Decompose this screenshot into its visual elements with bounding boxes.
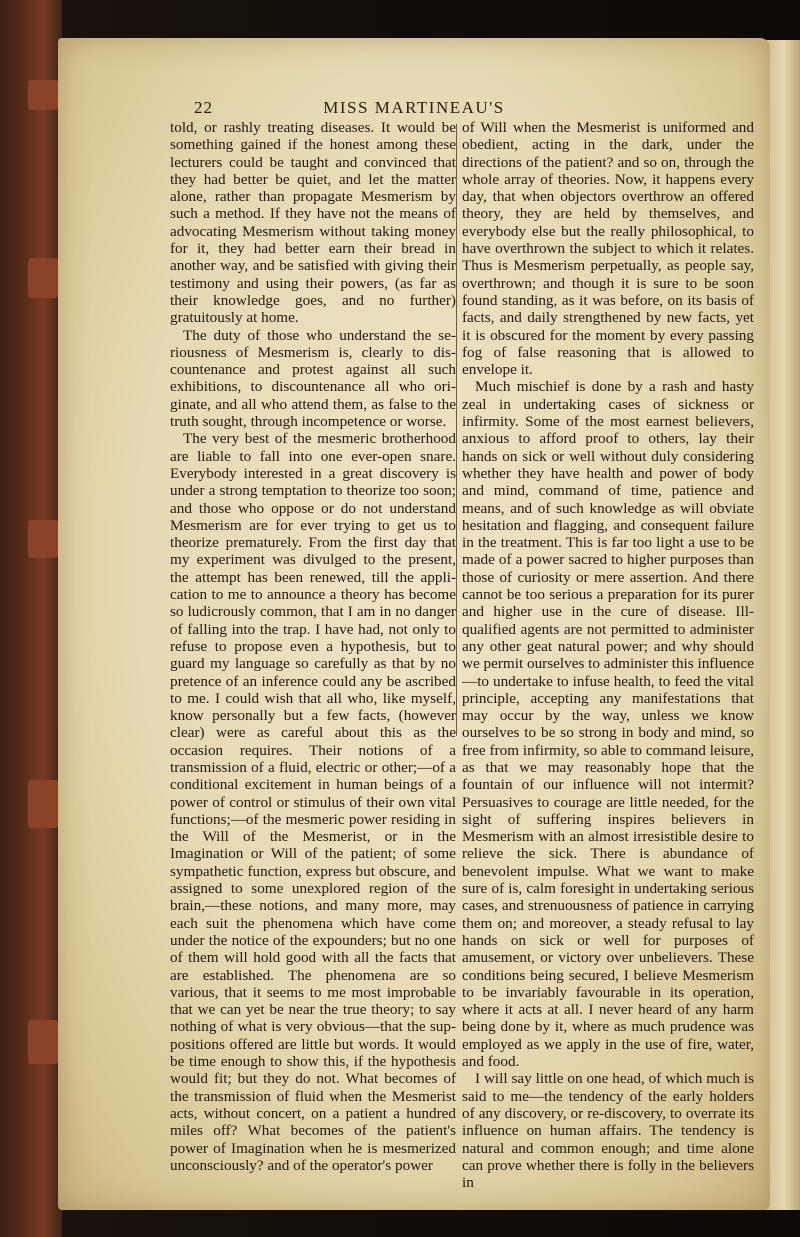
paragraph: I will say little on one head, of which much is said to me—the tendency of the early holders of any discovery, or re-discovery, to overrate its influence on human affairs. The tendency is natural and common enough; and time alone can prove whether there is folly in the believers in <box>462 1070 754 1192</box>
paragraph: Much mischief is done by a rash and hasty zeal in undertaking cases of sickness or infirmity. Some of the most earnest believers, anxious to afford proof to others, lay their hands on sick or well without duly considering whether they have health and power of body and mind, command of time, patience and means, and of such knowledge as will obviate hesitation and flagging, and consequent failure in the treatment. This is far too light a use to be made of a power sacred to higher purposes than those of curiosity or mere assertion. And there cannot be too serious a preparation for its purer and higher use in the cure of disease. Ill-qualified agents are not permitted to administer any other geat natural power; and why should we permit ourselves to administer this influence—to undertake to infuse health, to feed the vital principle, accepting any manifestations that may occur by the way, unless we know ourselves to be so strong in body and mind, so free from infirmity, so able to command leisure, as that we may reasonably hope that the fountain of our influence will not intermit? Persuasives to courage are little needed, for the sight of suffering inspires believers in Mesmerism with an almost irresistible desire to relieve the sick. There is abundance of benevolent impulse. What we want to make sure of is, calm foresight in undertaking serious cases, and strenuousness of patience in carrying them on; and moreover, a steady refusal to lay hands on sick or well for purposes of amusement, or victory over unbelievers. These conditions being secured, I believe Mesmerism to be invariably favourable in its operation, where it acts at all. I never heard of any harm being done by it, where as much prudence was employed as we apply in the use of fire, water, and food. <box>462 378 754 1071</box>
left-text-column <box>170 119 456 1174</box>
binding-strip <box>28 80 58 110</box>
paragraph: told, or rashly treating diseases. It would be something gained if the honest among these lecturers could be taught and convinced that they had better be quiet, and let the matter alone, rather than propagate Mesmerism by such a method. If they have not the means of advocating Mesmerism without taking money for it, they had better earn their bread in another way, and be satisfied with giving their testimony and using their powers, (as far as their knowledge goes, and no further) gratuitously at home. <box>170 119 456 327</box>
column-divider <box>456 124 457 736</box>
paragraph: The very best of the mesmeric brotherhood are liable to fall into one ever-open snare. Everybody interested in a great discovery is under a strong temptation to theorize too soon; and those who oppose or do not understand Mesmerism are for ever trying to get us to theorize prematurely. From the first day that my experiment was divulged to the present, the attempt has been renewed, till the application to me to announce a theory has become so ludicrously common, that I am in no danger of falling into the trap. I have had, not only to refuse to propose even a hypothesis, but to guard my language so carefully as that by no pretence of an inference could any be ascribed to me. I could wish that all who, like myself, know personally but a few facts, (however clear) were as careful about this as the occasion requires. Their notions of a transmission of a fluid, electric or other;—of a conditional excitement in human beings of a power of control or stimulus of their own vital functions;—of the mesmeric power residing in the Will of the Mesmerist, or in the Imagination or Will of the patient; of some sympathetic function, express but obscure, and assigned to some unexplored region of the brain,—these notions, and many more, may each suit the phenomena which have come under the notice of the expounders; but no one of them will hold good with all the facts that are established. The phenomena are so various, that it seems to me most improbable that we can yet be near the true theory; to say nothing of what is very obvious—that the suppositions offered are little but words. It would be time enough to show this, if the hypothesis would fit; but they do not. What becomes of the transmission of fluid when the Mesmerist acts, without concert, on a patient a hundred miles off? What becomes of the patient's power of Imagination when he is mesmerized unconsciously? and of the operator's power <box>170 430 456 1174</box>
paragraph: of Will when the Mesmerist is uniformed and obedient, acting in the dark, under the directions of the patient? and so on, through the whole array of theories. Now, it happens every day, that when objectors overthrow an offered theory, they are held by themselves, and everybody else but the really philosophical, to have overthrown the subject to which it relates. Thus is Mesmerism perpetually, as people say, overthrown; and though it is sure to be soon found standing, as it was before, on its basis of facts, and daily strengthened by new facts, yet it is obscured for the moment by every passing fog of false reasoning that is allowed to envelope it. <box>462 119 754 379</box>
binding-strip <box>28 780 58 828</box>
binding-strip <box>28 1020 58 1064</box>
binding-strip <box>28 520 58 558</box>
page-number: 22 <box>194 98 213 117</box>
binding-strip <box>28 258 58 298</box>
paragraph: The duty of those who understand the seriousness of Mesmerism is, clearly to discountenance and protest against all such exhibitions, to discountenance all who originate, and all who attend them, as false to the truth sought, through incompetence or worse. <box>170 326 456 431</box>
right-text-column <box>462 119 754 1191</box>
book-spine <box>0 0 62 1237</box>
running-head: MISS MARTINEAU'S <box>323 98 505 117</box>
book-page <box>58 38 770 1210</box>
page-header <box>58 90 770 116</box>
